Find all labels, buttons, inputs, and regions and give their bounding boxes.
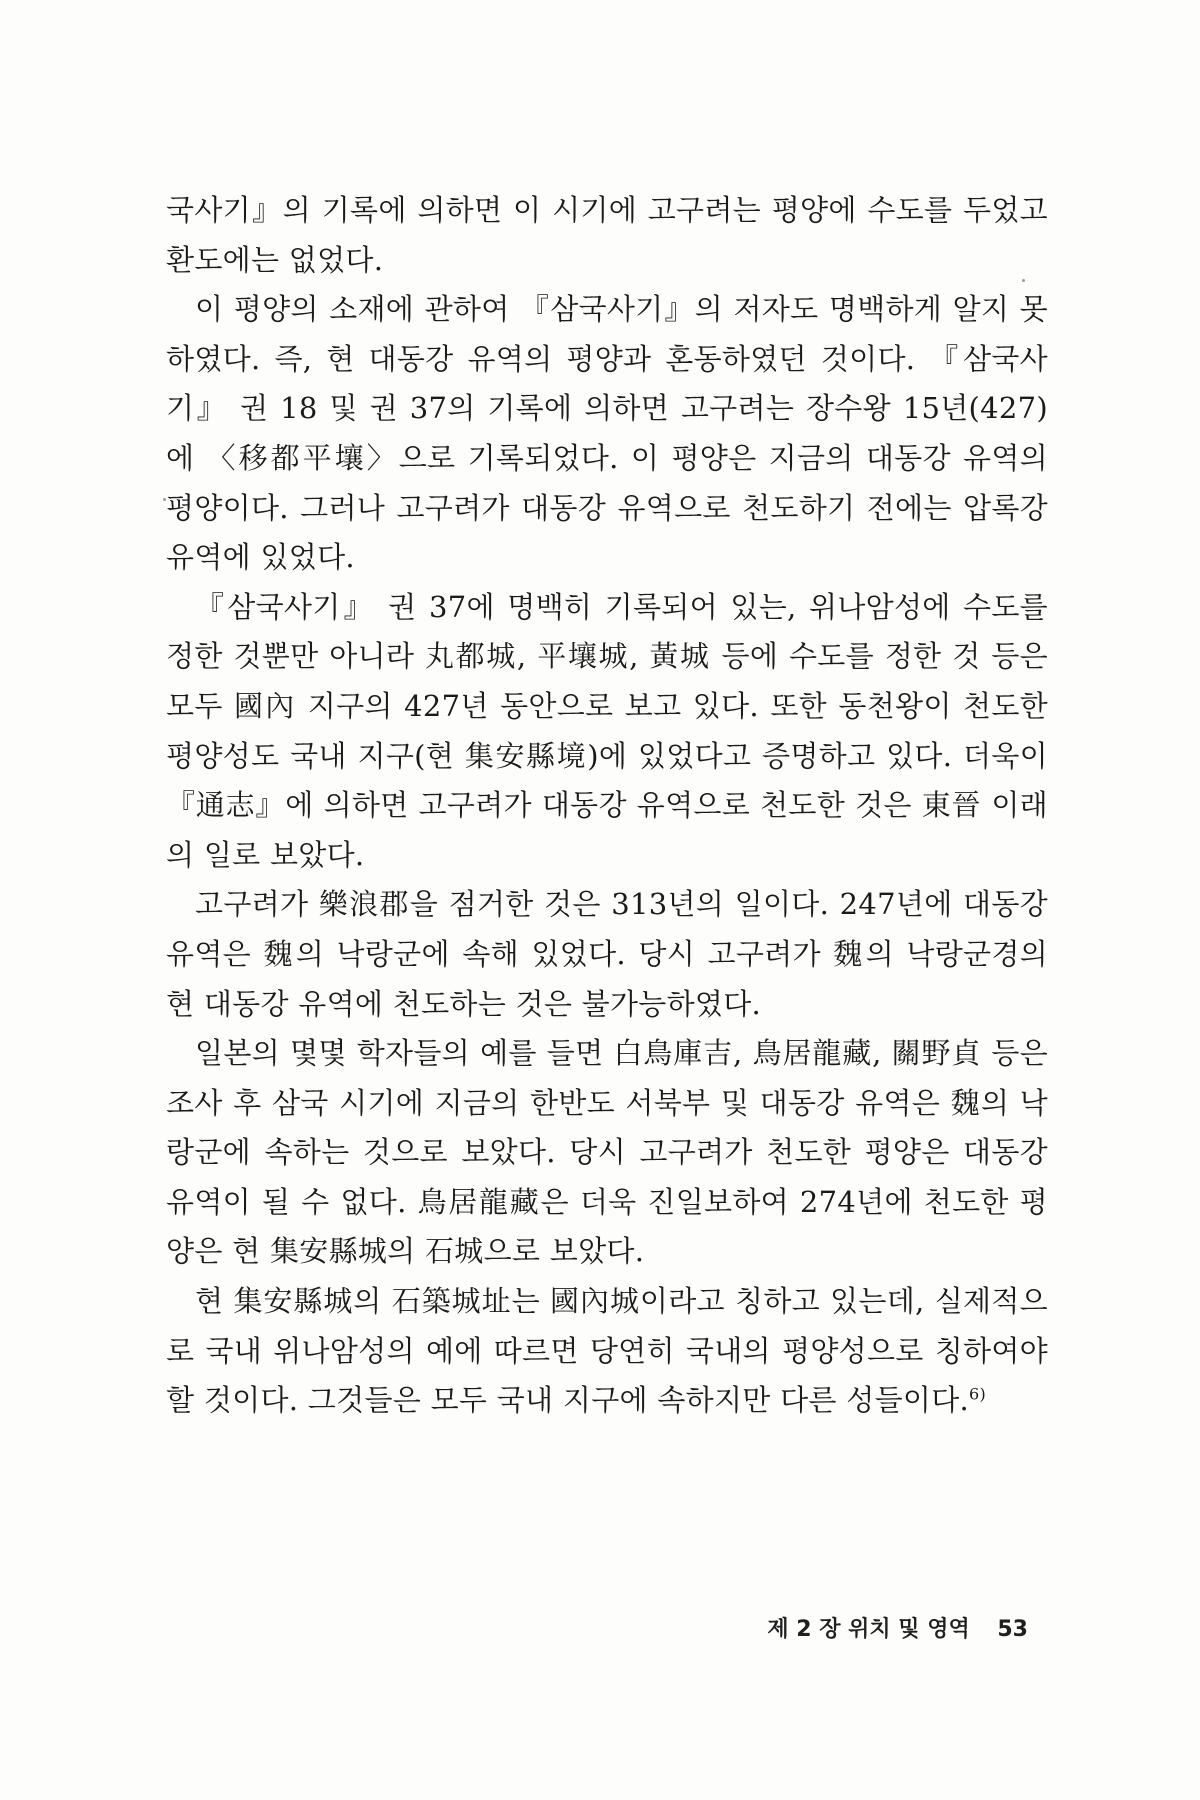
page-number: 53 [997, 1617, 1028, 1642]
scan-speck [1022, 279, 1025, 282]
paragraph-text: 일본의 몇몇 학자들의 예를 들면 白鳥庫吉, 鳥居龍藏, 關野貞 등은 조사 후 삼국 시기에 지금의 한반도 서북부 및 대동강 유역은 魏의 낙랑군에 속하는 것으로 보았다. 당시 고구려가 천도한 평양은 대동강 유역이 될 수 없다. 鳥居龍藏은 더욱 진일보하여 274년에 천도한 평양은 현 集安縣城의 石城으로 보았다. [166, 1036, 1048, 1269]
paragraph-text: 현 集安縣城의 石築城址는 國內城이라고 칭하고 있는데, 실제적으로 국내 위나암성의 예에 따르면 당연히 국내의 평양성으로 칭하여야 할 것이다. 그것들은 모두 국내 지구에 속하지만 다른 성들이다. [166, 1284, 1048, 1418]
paragraph-2 [166, 285, 1048, 583]
paragraph-5 [166, 1029, 1048, 1277]
paragraph-text: 『삼국사기』 권 37에 명백히 기록되어 있는, 위나암성에 수도를 정한 것뿐만 아니라 丸都城, 平壤城, 黃城 등에 수도를 정한 것 등은 모두 國內 지구의 427년 동안으로 보고 있다. 또한 동천왕이 천도한 평양성도 국내 지구(현 集安縣境)에 있었다고 증명하고 있다. 더욱이 『通志』에 의하면 고구려가 대동강 유역으로 천도한 것은 東晉 이래의 일로 보았다. [166, 589, 1048, 872]
paragraph-text: 고구려가 樂浪郡을 점거한 것은 313년의 일이다. 247년에 대동강 유역은 魏의 낙랑군에 속해 있었다. 당시 고구려가 魏의 낙랑군경의 현 대동강 유역에 천도하는 것은 불가능하였다. [166, 887, 1048, 1021]
paragraph-text: 국사기』의 기록에 의하면 이 시기에 고구려는 평양에 수도를 두었고 환도에는 없었다. [166, 193, 1048, 277]
running-footer-chapter: 제 2 장 위치 및 영역 [767, 1617, 970, 1642]
paragraph-6 [166, 1277, 1048, 1426]
body-text [166, 186, 1048, 1426]
page-footer [767, 1612, 1028, 1643]
footnote-marker[interactable]: 6) [969, 1384, 987, 1404]
paragraph-1 [166, 186, 1048, 285]
paragraph-4 [166, 880, 1048, 1029]
paragraph-3 [166, 583, 1048, 881]
paragraph-text: 이 평양의 소재에 관하여 『삼국사기』의 저자도 명백하게 알지 못하였다. 즉, 현 대동강 유역의 평양과 혼동하였던 것이다. 『삼국사기』 권 18 및 권 37의 기록에 의하면 고구려는 장수왕 15년(427)에 〈移都平壤〉으로 기록되었다. 이 평양은 지금의 대동강 유역의 평양이다. 그러나 고구려가 대동강 유역으로 천도하기 전에는 압록강 유역에 있었다. [166, 292, 1048, 575]
scan-speck [163, 498, 166, 501]
